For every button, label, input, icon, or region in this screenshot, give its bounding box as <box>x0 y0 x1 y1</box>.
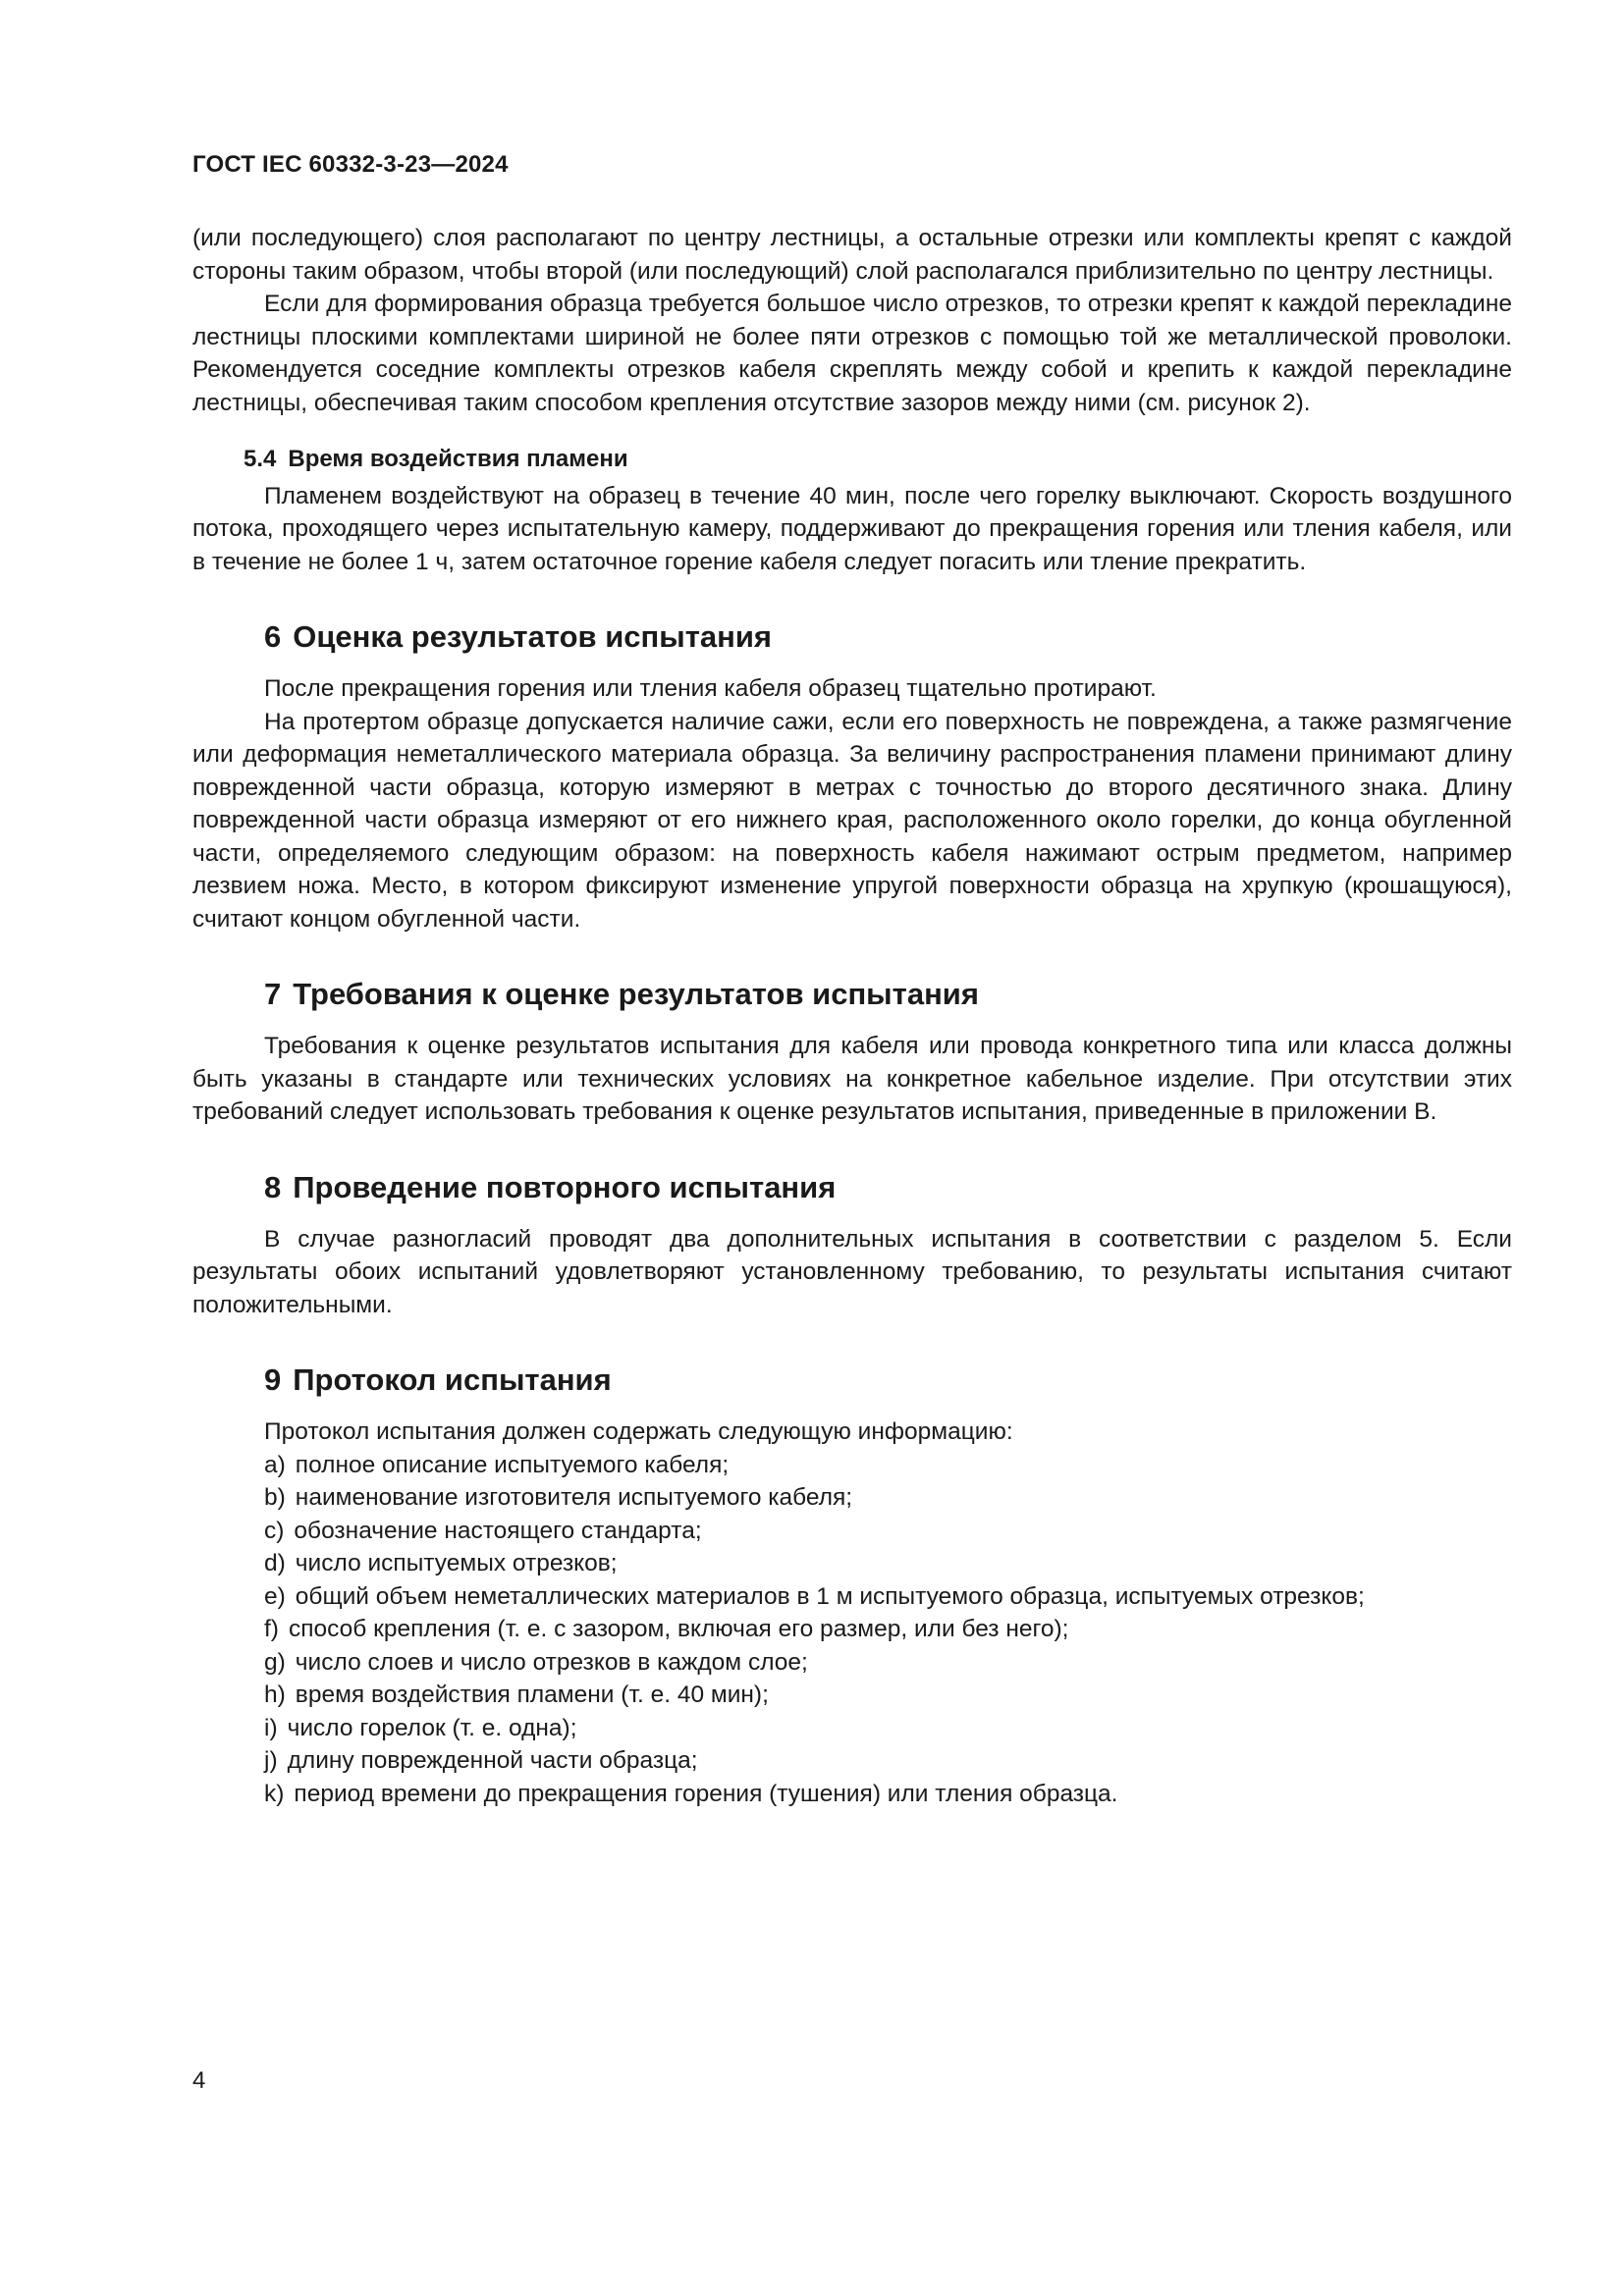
paragraph: После прекращения горения или тления кабеля образец тщательно протирают. <box>264 675 1157 702</box>
list-item: b) наименование изготовителя испытуемого кабеля; <box>264 1484 853 1511</box>
paragraph: Протокол испытания должен содержать следующую информацию: <box>264 1418 1013 1445</box>
list-item: j) длину поврежденной части образца; <box>264 1747 698 1774</box>
paragraph: (или последующего) слоя располагают по центру лестницы, а остальные отрезки или комплекты крепят с каждой стороны таким образом, чтобы второй (или последующий) слой располагался приблизительно по центру лестницы. <box>192 225 1512 285</box>
list-item: g) число слоев и число отрезков в каждом слое; <box>264 1648 808 1676</box>
section-heading-7 <box>192 975 1512 1014</box>
section-number: 8 <box>264 1169 282 1204</box>
subsection-heading-5-4 <box>192 443 1512 476</box>
section-heading-6 <box>192 617 1512 657</box>
report-contents-list <box>192 1449 1512 1811</box>
section-heading-8 <box>192 1168 1512 1207</box>
paragraph: В случае разногласий проводят два дополнительных испытания в соответствии с разделом 5. Если результаты обоих испытаний удовлетворяют установленному требованию, то результаты испытания считают положительными. <box>192 1225 1512 1318</box>
list-item: h) время воздействия пламени (т. е. 40 мин); <box>264 1682 769 1708</box>
section-title: Протокол испытания <box>293 1362 612 1397</box>
document-header: ГОСТ IEC 60332-3-23—2024 <box>192 151 509 178</box>
list-item: e) общий объем неметаллических материалов в 1 м испытуемого образца, испытуемых отрезков; <box>264 1582 1365 1610</box>
page-number: 4 <box>192 2067 206 2094</box>
paragraph: Требования к оценке результатов испытания для кабеля или провода конкретного типа или класса должны быть указаны в стандарте или технических условиях на конкретное кабельное изделие. При отсутствии этих требований следует использовать требования к оценке результатов испытания, приведенные в приложении В. <box>192 1033 1512 1125</box>
subsection-title: Время воздействия пламени <box>288 446 628 472</box>
section-title: Требования к оценке результатов испытания <box>293 977 979 1011</box>
section-number: 7 <box>264 977 282 1011</box>
list-item: k) период времени до прекращения горения (тушения) или тления образца. <box>264 1780 1118 1807</box>
subsection-number: 5.4 <box>244 446 277 472</box>
list-item: i) число горелок (т. е. одна); <box>264 1714 577 1741</box>
paragraph: Пламенем воздействуют на образец в течение 40 мин, после чего горелку выключают. Скорость воздушного потока, проходящего через испытательную камеру, поддерживают до прекращения горения или тления кабеля, или в течение не более 1 ч, затем остаточное горение кабеля следует погасить или тление прекратить. <box>192 482 1512 575</box>
document-body <box>192 222 1512 1810</box>
section-number: 9 <box>264 1362 282 1397</box>
section-heading-9 <box>192 1361 1512 1400</box>
list-item: c) обозначение настоящего стандарта; <box>264 1517 702 1544</box>
paragraph: На протертом образце допускается наличие сажи, если его поверхность не повреждена, а также размягчение или деформация неметаллического материала образца. За величину распространения пламени принимают длину поврежденной части образца, которую измеряют в метрах с точностью до второго десятичного знака. Длину поврежденной части образца измеряют от его нижнего края, расположенного около горелки, до конца обугленной части, определяемого следующим образом: на поверхность кабеля нажимают острым предметом, например лезвием ножа. Место, в котором фиксируют изменение упругой поверхности образца на хрупкую (крошащуюся), считают концом обугленной части. <box>192 708 1512 933</box>
section-title: Проведение повторного испытания <box>293 1169 837 1204</box>
list-item: f) способ крепления (т. е. с зазором, включая его размер, или без него); <box>264 1616 1069 1642</box>
list-item: a) полное описание испытуемого кабеля; <box>264 1451 730 1478</box>
section-title: Оценка результатов испытания <box>293 619 773 654</box>
list-item: d) число испытуемых отрезков; <box>264 1550 618 1576</box>
paragraph: Если для формирования образца требуется большое число отрезков, то отрезки крепят к каждой перекладине лестницы плоскими комплектами шириной не более пяти отрезков с помощью той же металлической проволоки. Рекомендуется соседние комплекты отрезков кабеля скреплять между собой и крепить к каждой перекладине лестницы, обеспечивая таким способом крепления отсутствие зазоров между ними (см. рисунок 2). <box>192 291 1512 416</box>
section-number: 6 <box>264 619 282 654</box>
